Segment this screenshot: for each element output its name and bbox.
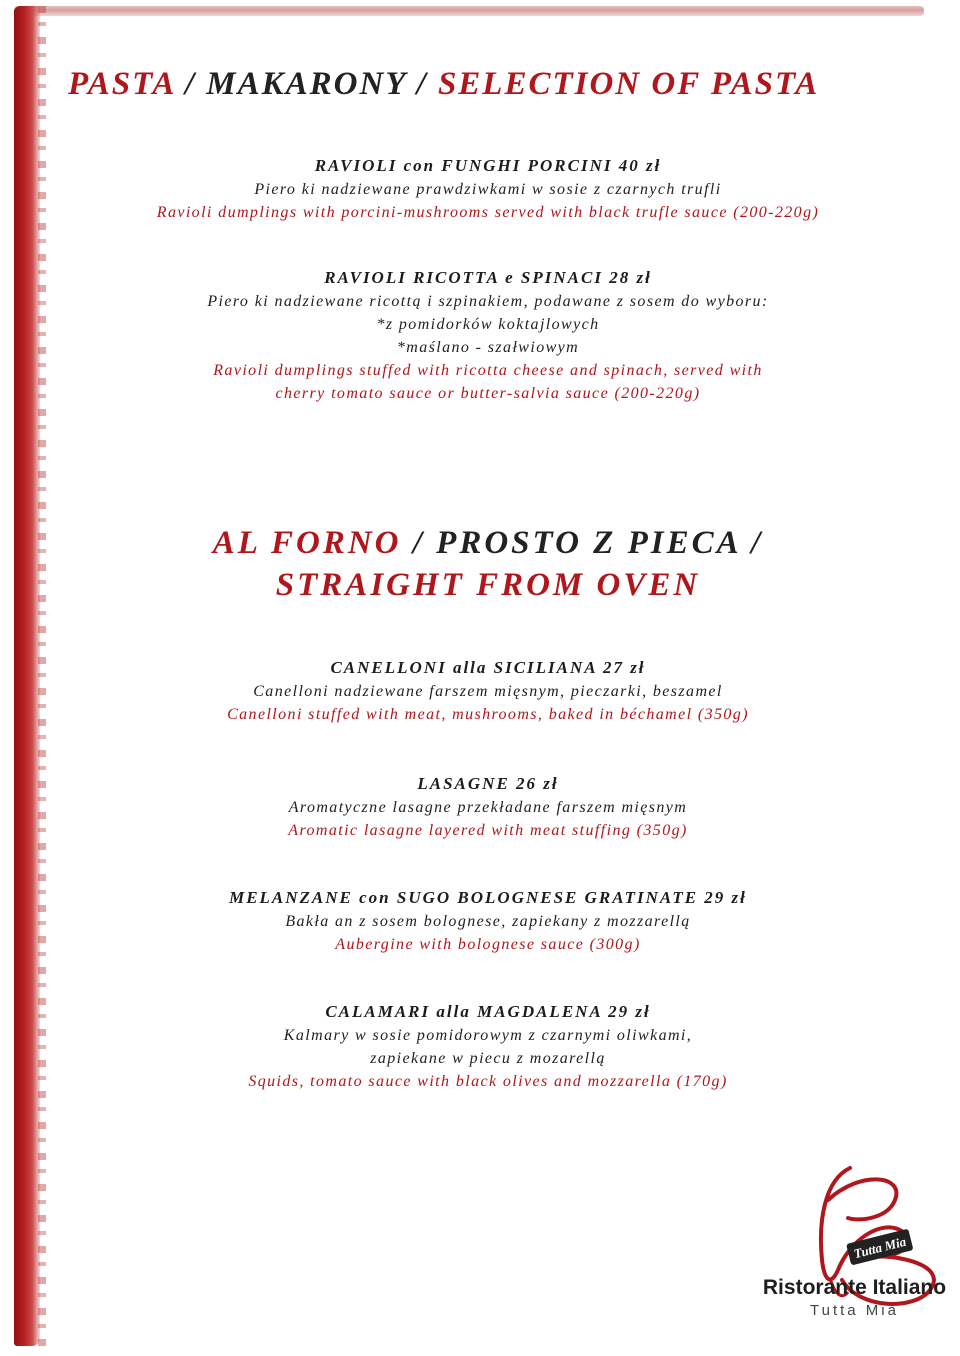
dish-description-pl: Aromatyczne lasagne przekładane farszem mięsnym xyxy=(288,799,688,816)
section-heading-oven xyxy=(48,522,928,606)
dish-description-pl: Kalmary w sosie pomidorowym z czarnymi oliwkami, xyxy=(283,1027,693,1044)
heading-pasta-part2: / MAKARONY / xyxy=(174,66,438,102)
logo-name: Ristorante Italiano xyxy=(762,1276,947,1299)
menu-item-canelloni xyxy=(48,656,928,726)
menu-page xyxy=(48,0,938,1356)
dish-description-en: Aubergine with bolognese sauce (300g) xyxy=(335,936,641,953)
dish-option-butter: *maślano - szałwiowym xyxy=(396,339,580,356)
dish-name: MELANZANE con SUGO BOLOGNESE GRATINATE 29 zł xyxy=(229,888,747,907)
dish-description-pl: Piero ki nadziewane prawdziwkami w sosie z czarnych trufli xyxy=(254,181,722,198)
menu-item-ravioli-ricotta xyxy=(48,266,928,405)
dish-name: RAVIOLI con FUNGHI PORCINI 40 zł xyxy=(314,156,662,175)
heading-oven-part2: / PROSTO Z PIECA / xyxy=(401,525,764,561)
dish-description-pl-2: zapiekane w piecu z mozarellą xyxy=(370,1050,606,1067)
heading-pasta-part3: SELECTION OF PASTA xyxy=(437,66,820,102)
dish-name: LASAGNE 26 zł xyxy=(417,774,559,793)
heading-pasta-part1: PASTA xyxy=(68,66,175,102)
heading-oven-part1: AL FORNO xyxy=(212,525,402,561)
heading-oven-part3: STRAIGHT FROM OVEN xyxy=(275,567,701,603)
dish-description-en: Squids, tomato sauce with black olives and mozzarella (170g) xyxy=(248,1073,728,1090)
dish-description-en: Ravioli dumplings stuffed with ricotta cheese and spinach, served with xyxy=(213,362,763,379)
dish-description-pl: Canelloni nadziewane farszem mięsnym, pieczarki, beszamel xyxy=(253,683,723,700)
dish-description-en: Ravioli dumplings with porcini-mushrooms served with black trufle sauce (200-220g) xyxy=(156,204,820,221)
menu-item-melanzane xyxy=(48,886,928,956)
menu-item-ravioli-funghi xyxy=(48,154,928,224)
dish-description-en: Aromatic lasagne layered with meat stuffing (350g) xyxy=(288,822,688,839)
logo-subtitle: Tutta Mia xyxy=(810,1302,899,1319)
decorative-border-left xyxy=(14,6,40,1346)
dish-description-pl: Bakła an z sosem bolognese, zapiekany z mozzarellą xyxy=(285,913,691,930)
dish-description-en-2: cherry tomato sauce or butter-salvia sauce (200-220g) xyxy=(275,385,701,402)
dish-description-pl: Piero ki nadziewane ricottą i szpinakiem, podawane z sosem do wyboru: xyxy=(207,293,769,310)
section-heading-pasta xyxy=(68,66,928,103)
menu-item-lasagne xyxy=(48,772,928,842)
dish-name: CANELLONI alla SICILIANA 27 zł xyxy=(330,658,646,677)
logo-badge: Tutta Mia xyxy=(852,1233,908,1262)
dish-name: RAVIOLI RICOTTA e SPINACI 28 zł xyxy=(324,268,652,287)
dish-name: CALAMARI alla MAGDALENA 29 zł xyxy=(325,1002,651,1021)
menu-item-calamari xyxy=(48,1000,928,1093)
dish-description-en: Canelloni stuffed with meat, mushrooms, baked in béchamel (350g) xyxy=(227,706,749,723)
dish-option-tomato: *z pomidorków koktajlowych xyxy=(376,316,600,333)
